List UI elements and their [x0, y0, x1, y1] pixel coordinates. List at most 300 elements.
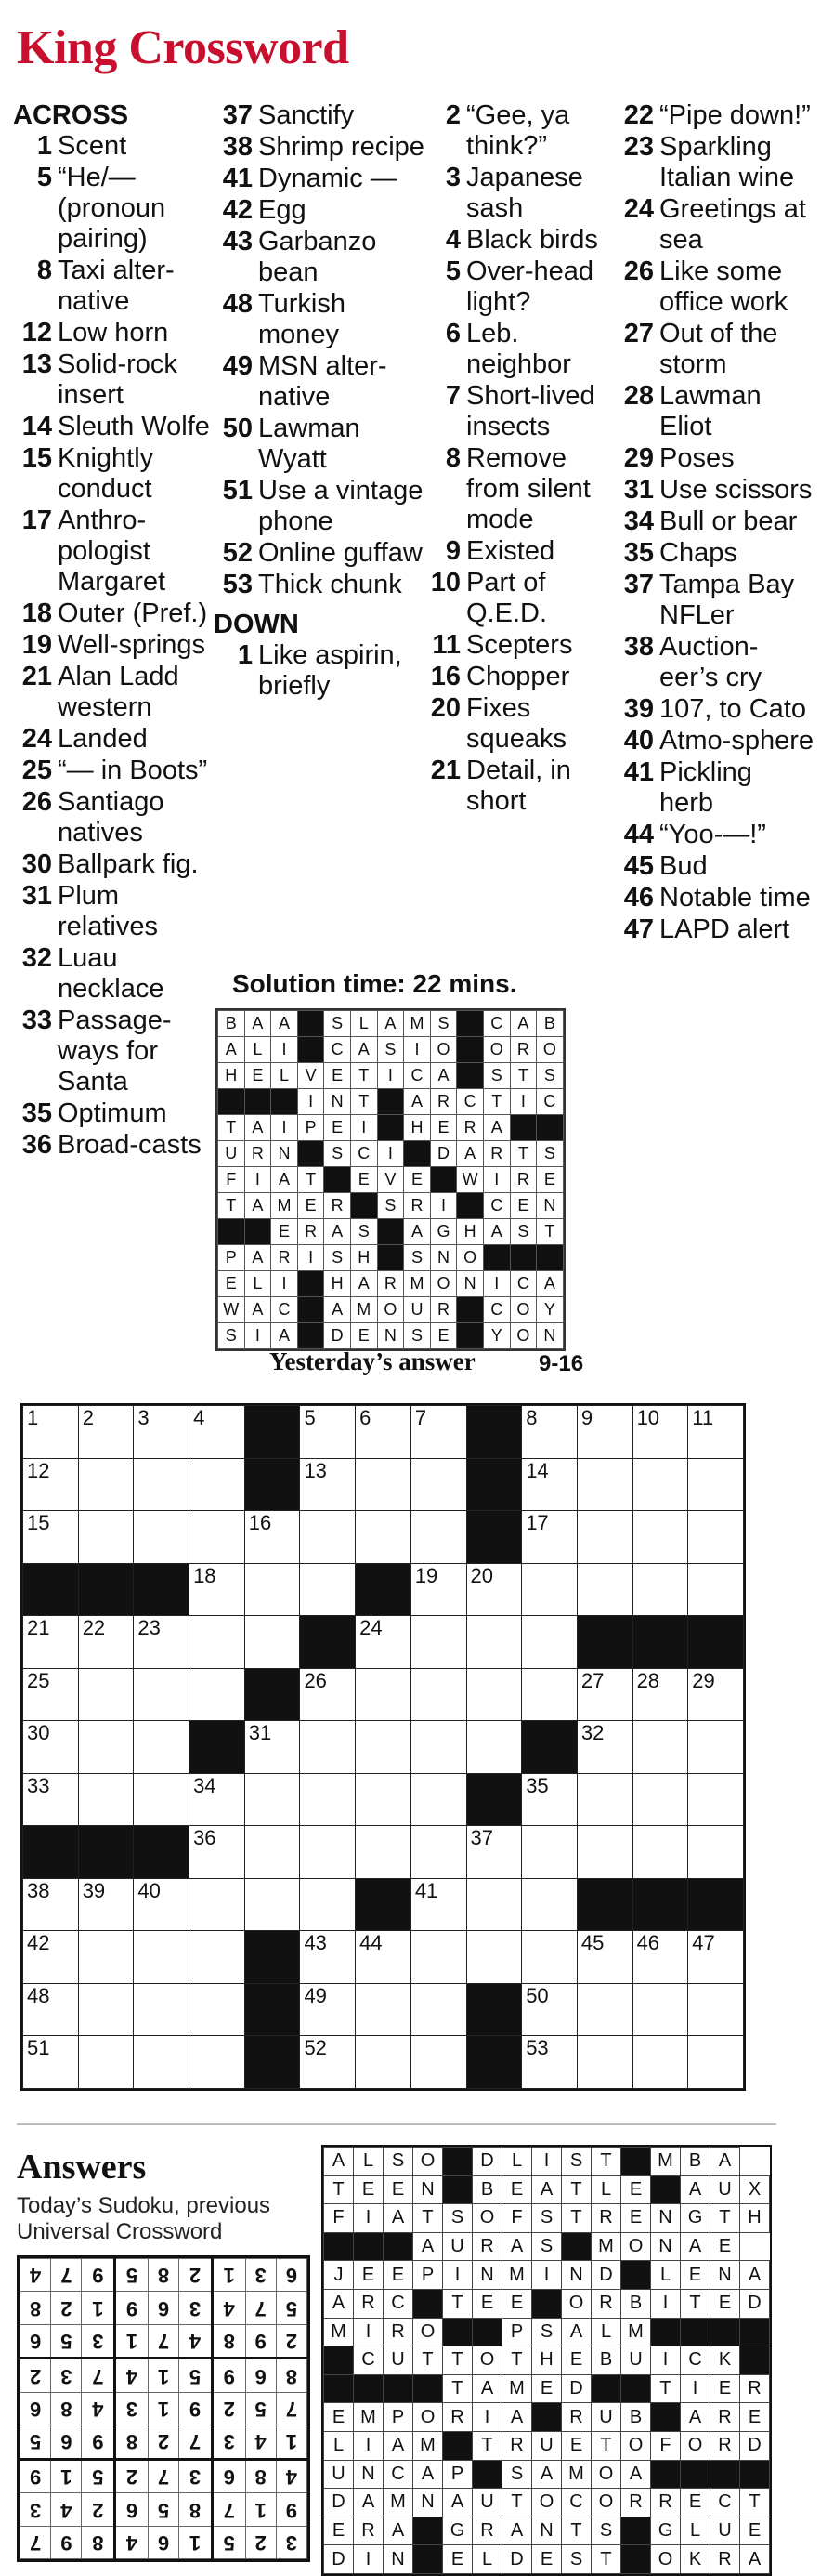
grid-cell[interactable]	[466, 1878, 522, 1931]
grid-cell[interactable]	[23, 1668, 79, 1721]
clue-number: 26	[21, 787, 52, 817]
universal-cell: R	[740, 2374, 770, 2403]
grid-cell[interactable]	[244, 1878, 300, 1931]
clue-text: Plum relatives	[58, 881, 158, 941]
universal-black-cell	[592, 2374, 621, 2403]
grid-cell[interactable]	[300, 1563, 356, 1616]
universal-cell: L	[592, 2318, 621, 2346]
universal-cell: R	[384, 2318, 413, 2346]
grid-cell[interactable]	[632, 1931, 688, 1984]
clue-item	[615, 443, 814, 474]
cell-number: 13	[304, 1458, 327, 1482]
grid-cell[interactable]	[300, 1878, 356, 1931]
universal-cell: N	[532, 2517, 562, 2545]
grid-cell[interactable]	[466, 1826, 522, 1879]
clue-text: Thick chunk	[258, 570, 402, 599]
grid-cell[interactable]	[577, 1721, 632, 1774]
grid-cell[interactable]	[189, 1826, 245, 1879]
sudoku-cell: 9	[51, 2526, 82, 2558]
universal-cell: I	[354, 2431, 384, 2460]
grid-cell[interactable]	[23, 2036, 79, 2089]
universal-cell: S	[592, 2517, 621, 2545]
grid-cell[interactable]	[134, 1931, 189, 1984]
grid-cell[interactable]	[189, 1878, 245, 1931]
grid-cell[interactable]	[134, 1773, 189, 1826]
clue-text: Sanctify	[258, 100, 355, 130]
grid-cell[interactable]	[300, 1931, 356, 1984]
grid-cell[interactable]	[134, 2036, 189, 2089]
yesterday-cell: A	[537, 1271, 564, 1297]
yesterday-black-cell	[377, 1089, 404, 1115]
black-square	[244, 2036, 300, 2089]
universal-black-cell	[651, 2403, 681, 2432]
grid-cell[interactable]	[23, 1721, 79, 1774]
grid-cell[interactable]	[522, 1878, 578, 1931]
grid-cell[interactable]	[522, 1406, 578, 1459]
yesterday-cell: C	[537, 1089, 564, 1115]
clue-text: Notable time	[659, 883, 811, 913]
universal-cell: T	[681, 2289, 710, 2318]
grid-cell[interactable]	[410, 1983, 466, 2036]
grid-cell[interactable]	[189, 1983, 245, 2036]
grid-cell[interactable]	[688, 1668, 744, 1721]
grid-cell[interactable]	[632, 1826, 688, 1879]
clue-item	[422, 225, 615, 256]
grid-cell[interactable]	[244, 1511, 300, 1564]
clue-item	[615, 194, 814, 256]
grid-cell[interactable]	[300, 1458, 356, 1511]
yesterday-cell: S	[350, 1219, 377, 1245]
grid-cell[interactable]	[577, 1983, 632, 2036]
universal-crossword-answer-grid	[321, 2145, 772, 2576]
universal-cell: E	[354, 2261, 384, 2290]
grid-cell[interactable]	[410, 1406, 466, 1459]
universal-cell: A	[681, 2403, 710, 2432]
grid-cell[interactable]	[522, 2036, 578, 2089]
yesterday-cell: O	[457, 1245, 484, 1271]
universal-cell: F	[324, 2204, 354, 2233]
grid-cell[interactable]	[189, 1931, 245, 1984]
clue-item	[422, 443, 615, 535]
yesterday-cell: A	[218, 1037, 245, 1063]
sudoku-cell: 6	[276, 2259, 306, 2292]
grid-cell[interactable]	[134, 1458, 189, 1511]
sudoku-cell: 3	[115, 2392, 149, 2425]
yesterday-cell: S	[324, 1141, 351, 1167]
grid-cell[interactable]	[688, 1826, 744, 1879]
yesterday-cell: C	[483, 1011, 510, 1037]
black-square	[300, 1616, 356, 1669]
yesterday-cell: N	[324, 1089, 351, 1115]
grid-cell[interactable]	[410, 1721, 466, 1774]
yesterday-cell: T	[483, 1089, 510, 1115]
grid-cell[interactable]	[632, 1563, 688, 1616]
grid-cell[interactable]	[189, 1668, 245, 1721]
grid-cell[interactable]	[78, 1773, 134, 1826]
grid-cell[interactable]	[522, 1668, 578, 1721]
universal-black-cell	[740, 2318, 770, 2346]
grid-cell[interactable]	[577, 1668, 632, 1721]
grid-cell[interactable]	[356, 1773, 411, 1826]
grid-cell[interactable]	[688, 1721, 744, 1774]
clue-number: 21	[21, 662, 52, 691]
black-square	[632, 1878, 688, 1931]
clue-item	[422, 756, 615, 817]
clue-item	[615, 851, 814, 882]
grid-cell[interactable]	[522, 1773, 578, 1826]
grid-cell[interactable]	[23, 1458, 79, 1511]
universal-cell: F	[651, 2431, 681, 2460]
clue-number: 24	[21, 724, 52, 754]
cell-number: 14	[526, 1458, 549, 1482]
grid-cell[interactable]	[632, 1511, 688, 1564]
clue-text: Black birds	[466, 225, 598, 255]
grid-cell[interactable]	[688, 1931, 744, 1984]
grid-cell[interactable]	[410, 1511, 466, 1564]
yesterday-answer-grid	[215, 1008, 566, 1351]
yesterday-cell: W	[457, 1167, 484, 1193]
grid-cell[interactable]	[189, 2036, 245, 2089]
grid-cell[interactable]	[522, 1983, 578, 2036]
universal-cell: E	[443, 2545, 473, 2574]
clue-item	[13, 163, 217, 255]
sudoku-cell: 9	[179, 2392, 213, 2425]
universal-cell: E	[621, 2175, 651, 2204]
grid-cell[interactable]	[522, 1511, 578, 1564]
clue-item	[13, 131, 217, 162]
cell-number: 19	[414, 1563, 438, 1587]
yesterday-black-cell	[510, 1115, 537, 1141]
clue-number: 25	[21, 756, 52, 785]
universal-cell: T	[413, 2346, 443, 2375]
grid-cell[interactable]	[23, 1616, 79, 1669]
cell-number: 28	[636, 1668, 660, 1692]
yesterday-cell: A	[430, 1063, 457, 1089]
grid-cell[interactable]	[522, 1931, 578, 1984]
grid-cell[interactable]	[189, 1616, 245, 1669]
grid-cell[interactable]	[466, 1616, 522, 1669]
grid-cell[interactable]	[410, 1931, 466, 1984]
cell-number: 36	[193, 1826, 216, 1849]
universal-cell: S	[562, 2545, 592, 2574]
universal-cell: E	[681, 2489, 710, 2517]
grid-cell[interactable]	[134, 1616, 189, 1669]
grid-cell[interactable]	[356, 1668, 411, 1721]
grid-cell[interactable]	[78, 1878, 134, 1931]
grid-cell[interactable]	[410, 1616, 466, 1669]
sudoku-cell: 6	[20, 2324, 51, 2359]
grid-cell[interactable]	[410, 1563, 466, 1616]
universal-cell: M	[621, 2318, 651, 2346]
grid-cell[interactable]	[577, 1931, 632, 1984]
sudoku-cell: 9	[245, 2324, 276, 2359]
yesterday-cell: A	[271, 1323, 298, 1349]
grid-cell[interactable]	[300, 1668, 356, 1721]
grid-cell[interactable]	[688, 1773, 744, 1826]
yesterday-cell: Y	[537, 1297, 564, 1323]
sudoku-cell: 9	[276, 2493, 306, 2526]
cell-number: 27	[580, 1668, 605, 1692]
clue-item	[615, 726, 814, 756]
grid-cell[interactable]	[356, 2036, 411, 2089]
universal-cell: J	[324, 2261, 354, 2290]
clue-number: 22	[623, 100, 654, 130]
universal-cell: D	[473, 2148, 502, 2176]
sudoku-cell: 9	[212, 2359, 245, 2393]
clue-number: 31	[21, 881, 52, 911]
black-square	[134, 1826, 189, 1879]
grid-cell[interactable]	[466, 1668, 522, 1721]
grid-cell[interactable]	[577, 1826, 632, 1879]
grid-cell[interactable]	[300, 1406, 356, 1459]
yesterday-cell: T	[510, 1063, 537, 1089]
clue-number: 48	[222, 289, 253, 319]
grid-cell[interactable]	[356, 1931, 411, 1984]
clue-text: Existed	[466, 536, 555, 566]
grid-cell[interactable]	[23, 1773, 79, 1826]
universal-cell: I	[354, 2318, 384, 2346]
clue-item	[615, 820, 814, 850]
grid-cell[interactable]	[244, 1826, 300, 1879]
grid-cell[interactable]	[356, 1406, 411, 1459]
grid-cell[interactable]	[244, 1616, 300, 1669]
clue-text: Sparkling Italian wine	[659, 132, 795, 192]
universal-cell: B	[621, 2289, 651, 2318]
yesterday-cell: I	[510, 1089, 537, 1115]
grid-cell[interactable]	[466, 1721, 522, 1774]
sudoku-cell: 8	[115, 2425, 149, 2460]
sudoku-cell: 2	[212, 2392, 245, 2425]
grid-cell[interactable]	[23, 1931, 79, 1984]
cell-number: 2	[82, 1406, 94, 1429]
cell-number: 35	[526, 1773, 549, 1797]
universal-cell: H	[740, 2204, 770, 2233]
grid-cell[interactable]	[78, 1458, 134, 1511]
grid-cell[interactable]	[244, 1721, 300, 1774]
universal-cell: U	[710, 2175, 740, 2204]
grid-cell[interactable]	[189, 1511, 245, 1564]
grid-cell[interactable]	[410, 1668, 466, 1721]
grid-cell[interactable]	[632, 1668, 688, 1721]
grid-cell[interactable]	[522, 1616, 578, 1669]
yesterday-black-cell	[430, 1167, 457, 1193]
grid-cell[interactable]	[134, 1511, 189, 1564]
clue-text: Chopper	[466, 662, 570, 691]
grid-cell[interactable]	[577, 2036, 632, 2089]
clue-text: Ballpark fig.	[58, 849, 199, 879]
grid-cell[interactable]	[410, 1458, 466, 1511]
yesterday-cell: I	[483, 1271, 510, 1297]
universal-cell: T	[443, 2346, 473, 2375]
grid-cell[interactable]	[78, 1983, 134, 2036]
universal-cell: A	[621, 2460, 651, 2489]
grid-cell[interactable]	[632, 2036, 688, 2089]
yesterday-black-cell	[457, 1193, 484, 1219]
yesterday-cell: O	[510, 1297, 537, 1323]
grid-cell[interactable]	[244, 1563, 300, 1616]
grid-cell[interactable]	[577, 1773, 632, 1826]
grid-cell[interactable]	[688, 1511, 744, 1564]
sudoku-cell: 8	[51, 2392, 82, 2425]
universal-cell: A	[502, 2403, 532, 2432]
sudoku-cell: 6	[212, 2459, 245, 2493]
yesterday-cell: A	[350, 1037, 377, 1063]
grid-cell[interactable]	[632, 1773, 688, 1826]
grid-cell[interactable]	[78, 2036, 134, 2089]
sudoku-cell: 2	[51, 2292, 82, 2324]
yesterday-cell: A	[244, 1115, 271, 1141]
grid-cell[interactable]	[78, 1721, 134, 1774]
sudoku-cell: 5	[179, 2359, 213, 2393]
universal-cell: E	[324, 2517, 354, 2545]
yesterday-black-cell	[350, 1193, 377, 1219]
clue-text: Detail, in short	[466, 756, 571, 816]
grid-cell[interactable]	[23, 1878, 79, 1931]
grid-cell[interactable]	[632, 1406, 688, 1459]
grid-cell[interactable]	[300, 1773, 356, 1826]
grid-cell[interactable]	[632, 1721, 688, 1774]
universal-cell: N	[562, 2261, 592, 2290]
universal-cell: A	[413, 2460, 443, 2489]
grid-cell[interactable]	[300, 1721, 356, 1774]
yesterday-cell: E	[297, 1193, 324, 1219]
divider	[17, 2123, 776, 2125]
clue-text: Leb. neighbor	[466, 319, 571, 379]
universal-cell: N	[473, 2261, 502, 2290]
grid-cell[interactable]	[300, 1983, 356, 2036]
universal-cell: E	[502, 2175, 532, 2204]
grid-cell[interactable]	[78, 1668, 134, 1721]
yesterday-cell: A	[483, 1219, 510, 1245]
universal-cell: O	[651, 2545, 681, 2574]
grid-cell[interactable]	[300, 1826, 356, 1879]
grid-cell[interactable]	[688, 1406, 744, 1459]
grid-cell[interactable]	[189, 1563, 245, 1616]
grid-cell[interactable]	[688, 1983, 744, 2036]
grid-cell[interactable]	[356, 1983, 411, 2036]
clue-text: “Gee, ya think?”	[466, 100, 570, 161]
grid-cell[interactable]	[577, 1406, 632, 1459]
black-square	[244, 1983, 300, 2036]
grid-cell[interactable]	[410, 1773, 466, 1826]
grid-cell[interactable]	[189, 1773, 245, 1826]
grid-cell[interactable]	[356, 1458, 411, 1511]
clue-number: 30	[21, 849, 52, 879]
clue-text: Scent	[58, 131, 127, 161]
yesterday-cell: R	[457, 1115, 484, 1141]
yesterday-black-cell	[244, 1089, 271, 1115]
yesterday-cell: T	[218, 1115, 245, 1141]
grid-cell[interactable]	[78, 1931, 134, 1984]
grid-cell[interactable]	[522, 1826, 578, 1879]
sudoku-cell: 6	[115, 2493, 149, 2526]
grid-cell[interactable]	[577, 1458, 632, 1511]
clue-number: 41	[222, 164, 253, 193]
sudoku-cell: 5	[212, 2526, 245, 2558]
clue-number: 52	[222, 538, 253, 568]
grid-cell[interactable]	[577, 1563, 632, 1616]
grid-cell[interactable]	[356, 1721, 411, 1774]
clue-number: 21	[430, 756, 461, 785]
universal-cell: E	[562, 2346, 592, 2375]
universal-black-cell	[413, 2374, 443, 2403]
clue-text: Tampa Bay NFLer	[659, 570, 795, 630]
grid-cell[interactable]	[300, 2036, 356, 2089]
grid-cell[interactable]	[78, 1616, 134, 1669]
yesterday-cell: O	[430, 1037, 457, 1063]
clue-number: 13	[21, 349, 52, 379]
grid-cell[interactable]	[688, 2036, 744, 2089]
grid-cell[interactable]	[78, 1406, 134, 1459]
grid-cell[interactable]	[189, 1458, 245, 1511]
universal-cell: D	[502, 2545, 532, 2574]
universal-black-cell	[384, 2232, 413, 2261]
grid-cell[interactable]	[134, 1668, 189, 1721]
down-header: DOWN	[214, 610, 299, 639]
grid-cell[interactable]	[522, 1458, 578, 1511]
grid-cell[interactable]	[23, 1511, 79, 1564]
universal-black-cell	[710, 2318, 740, 2346]
grid-cell[interactable]	[410, 1826, 466, 1879]
crossword-grid[interactable]	[20, 1403, 746, 2091]
grid-cell[interactable]	[134, 1406, 189, 1459]
grid-cell[interactable]	[356, 1616, 411, 1669]
sudoku-cell: 4	[82, 2392, 115, 2425]
grid-cell[interactable]	[134, 1721, 189, 1774]
yesterday-black-cell	[457, 1063, 484, 1089]
grid-cell[interactable]	[410, 2036, 466, 2089]
universal-black-cell	[413, 2517, 443, 2545]
grid-cell[interactable]	[466, 1931, 522, 1984]
grid-cell[interactable]	[632, 1983, 688, 2036]
clue-text: Dynamic —	[258, 164, 397, 193]
grid-cell[interactable]	[134, 1983, 189, 2036]
grid-cell[interactable]	[577, 1511, 632, 1564]
grid-cell[interactable]	[522, 1563, 578, 1616]
grid-cell[interactable]	[134, 1878, 189, 1931]
universal-cell: A	[710, 2148, 740, 2176]
grid-cell[interactable]	[466, 1563, 522, 1616]
grid-cell[interactable]	[688, 1458, 744, 1511]
universal-cell: T	[740, 2489, 770, 2517]
grid-cell[interactable]	[300, 1511, 356, 1564]
sudoku-cell: 4	[115, 2359, 149, 2393]
cell-number: 46	[636, 1931, 660, 1954]
yesterday-cell: I	[271, 1037, 298, 1063]
sudoku-cell: 8	[179, 2493, 213, 2526]
grid-cell[interactable]	[23, 1983, 79, 2036]
universal-cell: T	[562, 2517, 592, 2545]
grid-cell[interactable]	[632, 1458, 688, 1511]
clue-number: 17	[21, 506, 52, 535]
grid-cell[interactable]	[244, 1773, 300, 1826]
sudoku-cell: 5	[82, 2459, 115, 2493]
grid-cell[interactable]	[356, 1826, 411, 1879]
grid-cell[interactable]	[356, 1511, 411, 1564]
grid-cell[interactable]	[688, 1563, 744, 1616]
grid-cell[interactable]	[78, 1511, 134, 1564]
clue-number: 29	[623, 443, 654, 473]
clue-text: Like aspirin, briefly	[258, 640, 402, 701]
grid-cell[interactable]	[23, 1406, 79, 1459]
clue-text: Turkish money	[258, 289, 345, 349]
yesterday-cell: S	[510, 1219, 537, 1245]
yesterday-cell: P	[297, 1115, 324, 1141]
clue-item	[615, 100, 814, 131]
grid-cell[interactable]	[189, 1406, 245, 1459]
universal-cell: R	[710, 2403, 740, 2432]
grid-cell[interactable]	[410, 1878, 466, 1931]
